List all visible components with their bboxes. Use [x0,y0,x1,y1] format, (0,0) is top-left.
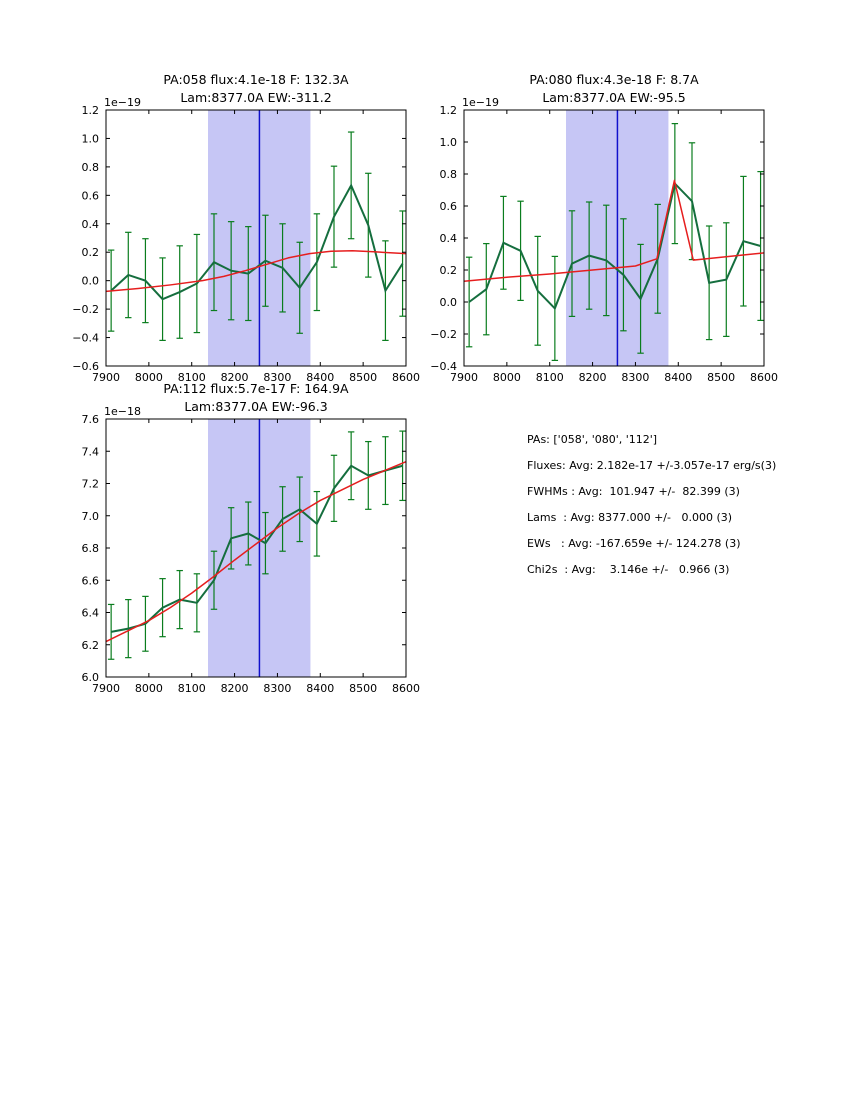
y-tick-label: 6.8 [81,542,99,555]
y-tick-label: 6.6 [81,574,99,588]
y-tick-label: 0.8 [81,160,99,174]
x-tick-label: 8000 [492,371,521,384]
x-tick-label: 8300 [621,371,650,384]
stats-panel [527,427,776,583]
y-tick-label: 0.6 [81,189,99,203]
y-tick-label: 6.2 [81,638,99,652]
x-tick-label: 8600 [392,682,420,695]
stats-line-lams: Lams : Avg: 8377.000 +/- 0.000 (3) [527,511,733,524]
y-axis-offset-label: 1e−18 [104,405,141,418]
x-tick-label: 8100 [177,682,206,695]
y-tick-label: 7.0 [81,509,99,523]
x-tick-label: 7900 [92,682,120,695]
y-tick-label: 0.4 [439,232,457,245]
x-tick-label: 8500 [349,682,378,695]
chart-title-line1: PA:080 flux:4.3e-18 F: 8.7A [529,72,699,87]
y-tick-label: −0.4 [430,360,457,373]
y-tick-label: 0.4 [81,217,99,231]
x-tick-label: 8100 [177,371,206,384]
x-tick-label: 8000 [134,682,163,695]
y-tick-label: −0.2 [430,328,457,341]
chart-pa-112 [82,381,421,695]
chart-title-line2: Lam:8377.0A EW:-96.3 [184,399,328,414]
stats-line-fwhms: FWHMs : Avg: 101.947 +/- 82.399 (3) [527,485,740,498]
stats-line-pas: PAs: ['058', '080', '112'] [527,433,658,446]
y-tick-label: 1.2 [439,104,457,117]
chart-title-line1: PA:058 flux:4.1e-18 F: 132.3A [163,72,349,87]
x-tick-label: 8200 [220,682,249,695]
y-tick-label: 0.2 [439,264,457,277]
chart-pa-058 [72,72,420,384]
x-tick-label: 8200 [220,371,249,384]
y-tick-label: 0.0 [81,274,99,288]
x-tick-label: 7900 [450,371,478,384]
x-tick-label: 8500 [349,371,378,384]
stats-line-chi2s: Chi2s : Avg: 3.146e +/- 0.966 (3) [527,563,730,576]
y-axis-offset-label: 1e−19 [104,96,141,109]
x-tick-label: 8000 [134,371,163,384]
y-tick-label: 1.2 [81,104,99,117]
y-tick-label: 1.0 [439,136,457,149]
chart-title-line2: Lam:8377.0A EW:-311.2 [180,90,332,105]
y-tick-label: 6.0 [81,671,99,684]
x-tick-label: 8300 [263,682,292,695]
y-tick-label: −0.6 [72,360,99,373]
x-tick-label: 8400 [306,371,335,384]
y-tick-label: 7.6 [81,413,99,426]
x-tick-label: 8600 [392,371,420,384]
y-tick-label: 1.0 [81,132,99,146]
x-tick-label: 8200 [578,371,607,384]
y-tick-label: 0.0 [439,296,457,309]
x-tick-label: 8400 [306,682,335,695]
y-tick-label: 0.2 [81,246,99,260]
chart-title-line1: PA:112 flux:5.7e-17 F: 164.9A [163,381,349,396]
x-tick-label: 8600 [750,371,778,384]
chart-title-line2: Lam:8377.0A EW:-95.5 [542,90,686,105]
y-tick-label: −0.4 [72,331,99,345]
x-tick-label: 8400 [664,371,693,384]
y-tick-label: −0.2 [72,303,99,317]
x-tick-label: 8500 [707,371,736,384]
chart-pa-080 [430,72,778,384]
y-tick-label: 0.8 [439,168,457,181]
x-tick-label: 8100 [535,371,564,384]
x-tick-label: 7900 [92,371,120,384]
y-tick-label: 6.4 [81,606,99,620]
y-tick-label: 7.4 [81,445,99,459]
y-tick-label: 7.2 [81,477,99,491]
y-axis-offset-label: 1e−19 [462,96,499,109]
stats-line-ews: EWs : Avg: -167.659e +/- 124.278 (3) [527,537,741,550]
y-tick-label: 0.6 [439,200,457,213]
stats-line-fluxes: Fluxes: Avg: 2.182e-17 +/-3.057e-17 erg/s(3) [527,459,777,472]
x-tick-label: 8300 [263,371,292,384]
